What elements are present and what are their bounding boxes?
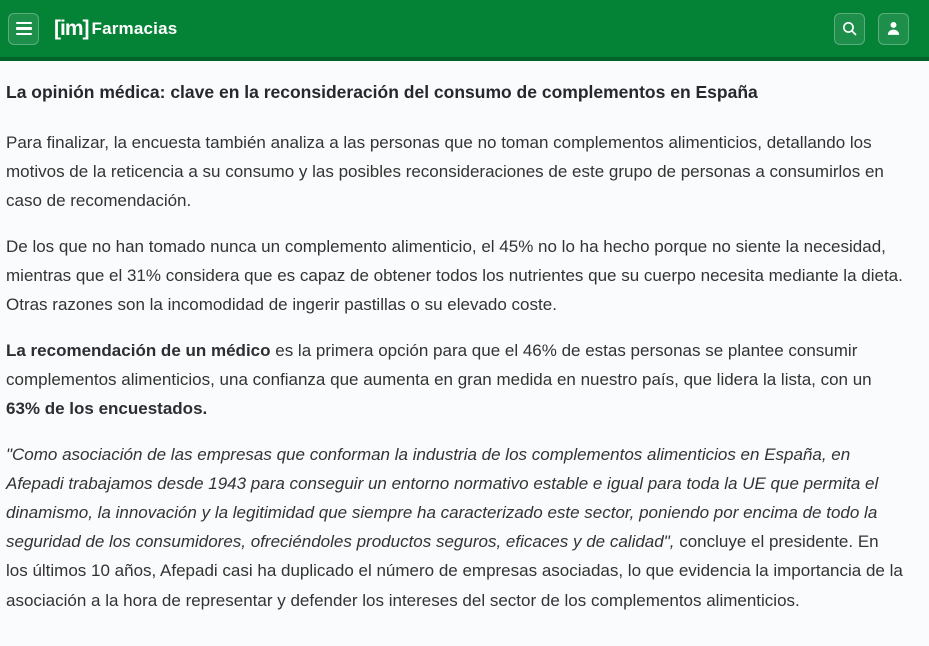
- logo-mark: [im]: [54, 16, 89, 40]
- paragraph-text: concluye el presidente. En los últimos 10 años, Afepadi casi ha duplicado el número de empresas asociadas, lo que evidencia la importancia de la asociación a la hora de representar y defender los intereses del sector de los complementos alimenticios.: [6, 532, 903, 610]
- paragraph-bold-text: 63% de los encuestados.: [6, 399, 208, 419]
- paragraph-text: Para finalizar, la encuesta también analiza a las personas que no toman complementos alimenticios, detallando los motivos de la reticencia a su consumo y las posibles reconsideraciones de este grupo de personas a consumirlos en caso de recomendación.: [6, 132, 884, 210]
- article-paragraph-1: [6, 128, 903, 215]
- article-paragraph-2: [6, 232, 903, 319]
- user-icon: [885, 20, 902, 37]
- paragraph-text: De los que no han tomado nunca un complemento alimenticio, el 45% no lo ha hecho porque no siente la necesidad, mientras que el 31% considera que es capaz de obtener todos los nutrientes que su cuerpo necesita mediante la dieta. Otras razones son la incomodidad de ingerir pastillas o su elevado coste.: [6, 236, 903, 314]
- search-icon: [841, 20, 858, 37]
- header-bar: [0, 0, 929, 61]
- article-title: La opinión médica: clave en la reconsideración del consumo de complementos en España: [6, 82, 758, 102]
- menu-button[interactable]: [8, 13, 39, 45]
- logo[interactable]: [54, 17, 177, 41]
- article-content: [0, 61, 929, 615]
- article-paragraph-3: [6, 336, 903, 423]
- menu-icon: [16, 22, 32, 36]
- article-paragraph-4: [6, 440, 903, 614]
- search-button[interactable]: [834, 13, 865, 45]
- paragraph-bold-text: La recomendación de un médico: [6, 341, 271, 360]
- paragraph-text: es la primera opción para que el 46% de estas personas se plantee consumir complementos alimenticios, una confianza que aumenta en gran medida en nuestro país, que lidera la lista, con un: [6, 341, 872, 390]
- logo-text: Farmacias: [91, 18, 178, 38]
- user-button[interactable]: [878, 13, 909, 45]
- paragraph-quote-text: "Como asociación de las empresas que conforman la industria de los complementos alimenticios en España, en Afepadi trabajamos desde 1943 para conseguir un entorno normativo estable e igual para toda la UE que permita el dinamismo, la innovación y la legitimidad que siempre ha caracterizado este sector, poniendo por encima de todo la seguridad de los consumidores, ofreciéndoles productos seguros, eficaces y de calidad",: [6, 445, 879, 552]
